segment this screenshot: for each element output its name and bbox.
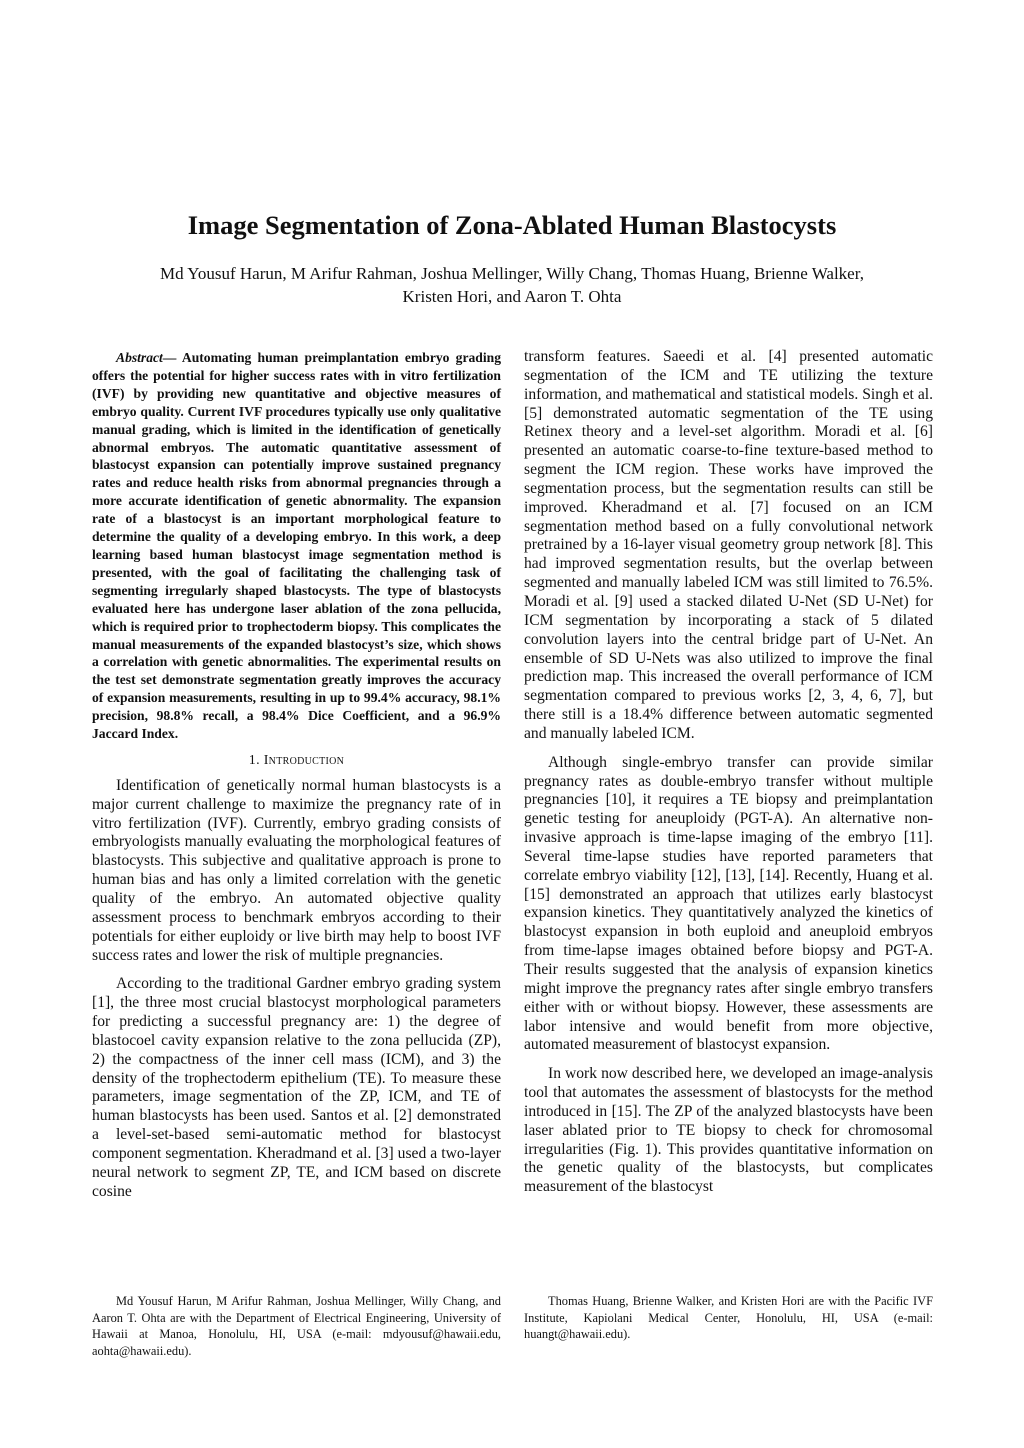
- section-heading-introduction: [92, 753, 501, 769]
- body-paragraph: According to the traditional Gardner embryo grading system [1], the three most crucial blastocyst morphological parameters for predicting a successful pregnancy are: 1) the degree of blastocoel cavity expansion relative to the zona pellucida (ZP), 2) the compactness of the inner cell mass (ICM), and 3) the density of the trophectoderm epithelium (TE). To measure these parameters, image segmentation of the ZP, ICM, and TE of human blastocysts has been used. Santos et al. [2] demonstrated a level-set-based semi-automatic method for blastocyst component segmentation. Kheradmand et al. [3] used a two-layer neural network to segment ZP, TE, and ICM based on discrete cosine: [92, 975, 501, 1200]
- abstract-label: Abstract—: [116, 350, 177, 365]
- section-number: 1.: [248, 752, 260, 768]
- footnote-affiliation-pacific-ivf: Thomas Huang, Brienne Walker, and Kristen Hori are with the Pacific IVF Institute, Kapiolani Medical Center, Honolulu, HI, USA (e-mail: huangt@hawaii.edu).: [524, 1294, 933, 1342]
- body-paragraph: transform features. Saeedi et al. [4] presented automatic segmentation of the ICM and TE utilizing the texture information, and mathematical and statistical models. Singh et al. [5] demonstrated automatic segmentation of the TE using Retinex theory and a level-set algorithm. Moradi et al. [6] presented an automatic coarse-to-fine texture-based method to segment the ICM region. These works have improved the segmentation process, but the segmentation results can still be improved. Kheradmand et al. [7] focused on an ICM segmentation method based on a fully convolutional network pretrained by a 16-layer visual geometry group network [8]. This had improved segmentation results, but the overlap between segmented and manually labeled ICM was still limited to 76.5%. Moradi et al. [9] used a stacked dilated U-Net (SD U-Net) for ICM segmentation by incorporating a stack of 5 dilated convolution layers into the central bridge part of U-Net. An ensemble of SD U-Nets was also utilized to improve the final prediction map. This increased the overall performance of ICM segmentation compared to previous works [2, 3, 4, 6, 7], but there still is a 18.4% difference between automatic segmented and manually labeled ICM.: [524, 348, 933, 742]
- author-list: Md Yousuf Harun, M Arifur Rahman, Joshua Mellinger, Willy Chang, Thomas Huang, Brienne Walker, Kristen Hori, and Aaron T. Ohta: [160, 264, 864, 306]
- footnote-affiliation-uh: Md Yousuf Harun, M Arifur Rahman, Joshua Mellinger, Willy Chang, and Aaron T. Ohta are with the Department of Electrical Engineering, University of Hawaii at Manoa, Honolulu, HI, USA (e-mail: mdyousuf@hawaii.edu, aohta@hawaii.edu).: [92, 1294, 501, 1358]
- body-paragraph: In work now described here, we developed an image-analysis tool that automates the assessment of blastocysts for the method introduced in [15]. The ZP of the analyzed blastocysts have been laser ablated prior to TE biopsy to check for chromosomal irregularities (Fig. 1). This provides quantitative information on the genetic quality of the blastocysts, but complicates measurement of the blastocyst: [524, 1065, 933, 1196]
- body-paragraph: Identification of genetically normal human blastocysts is a major current challenge to maximize the pregnancy rate of in vitro fertilization (IVF). Currently, embryo grading consists of embryologists manually evaluating the morphological features of blastocysts. This subjective and qualitative approach is prone to human bias and has only a limited correlation with the genetic quality of the embryo. An automated objective quality assessment process to benchmark embryos according to their potentials for either euploidy or live birth may help to boost IVF success rates and lower the risk of multiple pregnancies.: [92, 776, 501, 964]
- body-paragraph: Although single-embryo transfer can provide similar pregnancy rates as double-embryo transfer without multiple pregnancies [10], it requires a TE biopsy and preimplantation genetic testing for aneuploidy (PGT-A). An alternative non-invasive approach is time-lapse imaging of the embryo [11]. Several time-lapse studies have reported parameters that correlate embryo viability [12], [13], [14]. Recently, Huang et al. [15] demonstrated an approach that utilizes early blastocyst expansion kinetics. They quantitatively analyzed the kinetics of blastocyst expansion in both euploid and aneuploid embryos from time-lapse images obtained before biopsy and PGT-A. Their results suggested that the analysis of expansion kinetics might improve the pregnancy rates after single embryo transfers either with or without biopsy. However, these assessments are labor intensive and would benefit from more objective, automated measurement of blastocyst expansion.: [524, 753, 933, 1054]
- paper-title: Image Segmentation of Zona-Ablated Human Blastocysts: [187, 210, 837, 240]
- left-column: [92, 349, 501, 1212]
- right-column: [524, 348, 933, 1207]
- abstract: [92, 349, 501, 743]
- section-title: Introduction: [263, 752, 345, 768]
- abstract-text: Automating human preimplantation embryo grading offers the potential for higher success rates with in vitro fertilization (IVF) by providing new quantitative and objective measures of embryo quality. Current IVF procedures typically use only qualitative manual grading, which is limited in the identification of genetically abnormal embryos. The automatic quantitative assessment of blastocyst expansion can potentially improve sustained pregnancy rates and reduce health risks from abnormal pregnancies through a more accurate identification of genetic abnormality. The expansion rate of a blastocyst is an important morphological feature to determine the quality of a developing embryo. In this work, a deep learning based human blastocyst image segmentation method is presented, with the goal of facilitating the challenging task of segmenting irregularly shaped blastocysts. The type of blastocysts evaluated here has undergone laser ablation of the zona pellucida, which is required prior to trophectoderm biopsy. This complicates the manual measurements of the expanded blastocyst’s size, which shows a correlation with genetic abnormalities. The experimental results on the test set demonstrate segmentation greatly improves the accuracy of expansion measurements, resulting in up to 99.4% accuracy, 98.1% precision, 98.8% recall, a 98.4% Dice Coefficient, and a 96.9% Jaccard Index.: [92, 350, 501, 742]
